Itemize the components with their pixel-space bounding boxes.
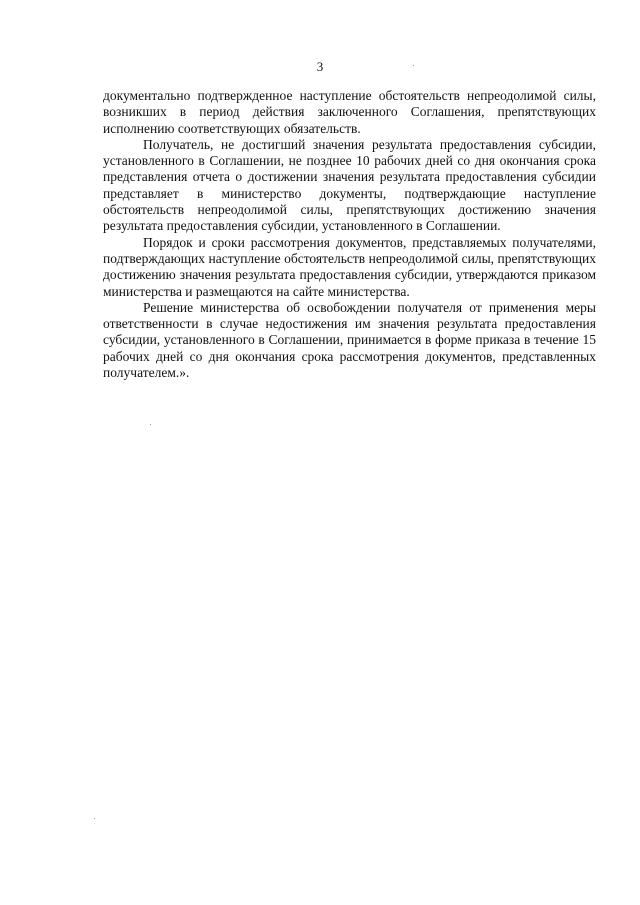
scan-speck: [413, 65, 414, 66]
scan-speck: [150, 424, 151, 425]
paragraph-3: Порядок и сроки рассмотрения документов, представляемых получателями, подтверждающих наступление обстоятельств непреодолимой силы, препятствующих достижению значения результата предоставления субсидии, утверждаются приказом министерства и размещаются на сайте министерства.: [103, 234, 596, 299]
scan-speck: [94, 818, 95, 819]
document-body: [103, 88, 596, 381]
page-number: 3: [316, 59, 324, 74]
paragraph-2: Получатель, не достигший значения результата предоставления субсидии, установленного в Соглашении, не позднее 10 рабочих дней со дня окончания срока представления отчета о достижении значения результата предоставления субсидии представляет в министерство документы, подтверждающие наступление обстоятельств непреодолимой силы, препятствующих достижению значения результата предоставления субсидии, установленного в Соглашении.: [103, 136, 596, 234]
paragraph-4: Решение министерства об освобождении получателя от применения меры ответственности в случае недостижения им значения результата предоставления субсидии, установленного в Соглашении, принимается в форме приказа в течение 15 рабочих дней со дня окончания срока рассмотрения документов, представленных получателем.».: [103, 299, 596, 381]
paragraph-1: документально подтвержденное наступление обстоятельств непреодолимой силы, возникших в период действия заключенного Соглашения, препятствующих исполнению соответствующих обязательств.: [103, 88, 596, 136]
